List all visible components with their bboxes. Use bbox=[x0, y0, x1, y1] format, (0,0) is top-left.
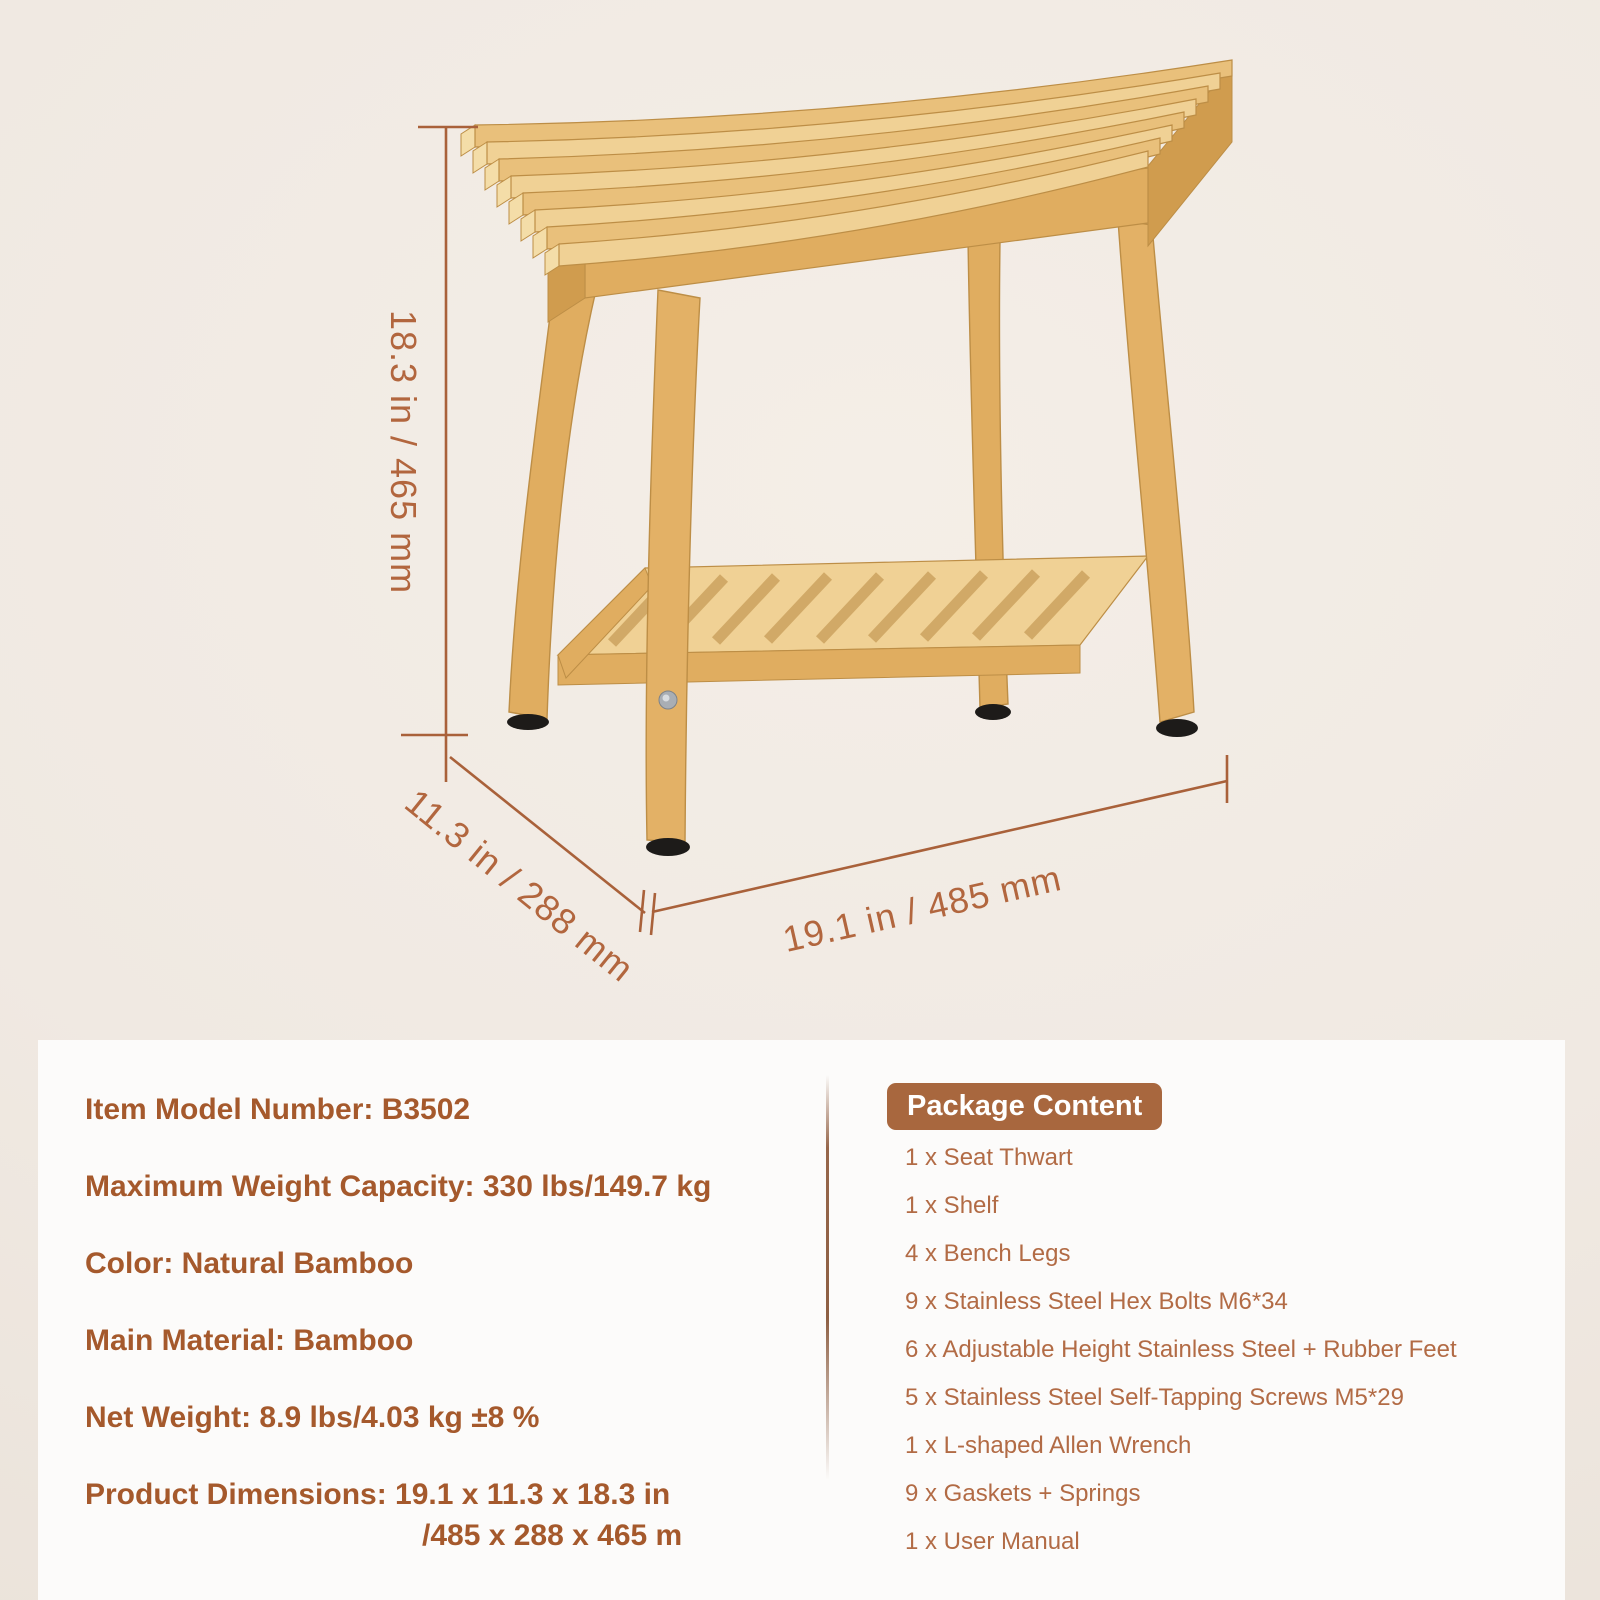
package-item: 9 x Gaskets + Springs bbox=[905, 1480, 1141, 1507]
rubber-foot-icon bbox=[646, 838, 690, 856]
depth-dimension-label: 11.3 in / 288 mm bbox=[397, 780, 642, 990]
package-item: 6 x Adjustable Height Stainless Steel + Rubber Feet bbox=[905, 1336, 1457, 1363]
package-item: 4 x Bench Legs bbox=[905, 1240, 1071, 1267]
package-item: 1 x User Manual bbox=[905, 1528, 1080, 1555]
bench-front-legs bbox=[646, 220, 1198, 856]
package-item: 1 x Shelf bbox=[905, 1192, 999, 1219]
spec-list bbox=[85, 1094, 711, 1597]
package-item: 1 x L-shaped Allen Wrench bbox=[905, 1432, 1192, 1459]
spec-line: Main Material: Bamboo bbox=[85, 1324, 414, 1357]
rubber-foot-icon bbox=[975, 704, 1011, 720]
spec-line: Maximum Weight Capacity: 330 lbs/149.7 kg bbox=[85, 1170, 712, 1203]
package-content-title: Package Content bbox=[907, 1090, 1143, 1122]
spec-line: Item Model Number: B3502 bbox=[85, 1093, 471, 1126]
spec-line: Color: Natural Bamboo bbox=[85, 1247, 414, 1280]
spec-line: Net Weight: 8.9 lbs/4.03 kg ±8 % bbox=[85, 1401, 540, 1434]
rubber-foot-icon bbox=[1156, 719, 1198, 737]
column-divider bbox=[826, 1075, 829, 1480]
package-item: 9 x Stainless Steel Hex Bolts M6*34 bbox=[905, 1288, 1288, 1315]
package-list bbox=[905, 1145, 1457, 1577]
spec-line: Product Dimensions: 19.1 x 11.3 x 18.3 in bbox=[85, 1478, 671, 1511]
package-item: 5 x Stainless Steel Self-Tapping Screws M5*29 bbox=[905, 1384, 1404, 1411]
spec-line: /485 x 288 x 465 m bbox=[422, 1519, 683, 1552]
package-item: 1 x Seat Thwart bbox=[905, 1144, 1073, 1171]
width-dimension-label: 19.1 in / 485 mm bbox=[779, 857, 1066, 960]
package-content-header bbox=[887, 1083, 1162, 1130]
height-dimension-label: 18.3 in / 465 mm bbox=[383, 309, 424, 595]
rubber-foot-icon bbox=[507, 714, 549, 730]
